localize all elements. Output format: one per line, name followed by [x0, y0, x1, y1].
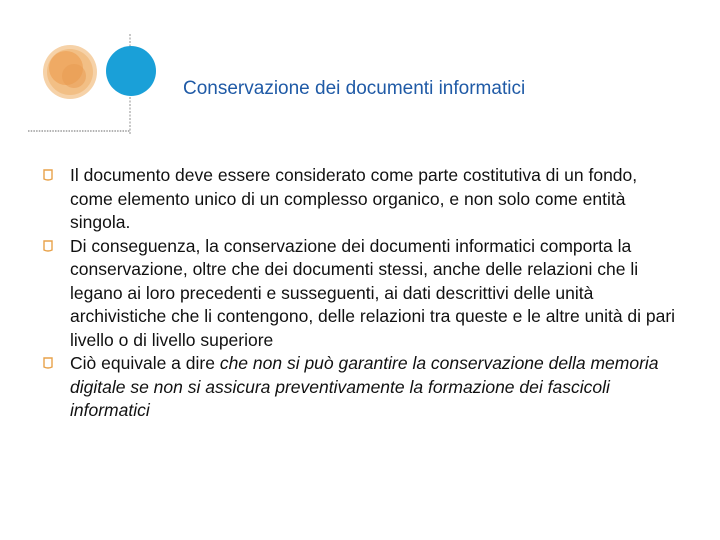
bullet-text: Di conseguenza, la conservazione dei documenti informatici comporta la conservazione, oltre che dei documenti stessi, anche delle relazioni che li legano ai loro precedenti e susseguenti, ai dati descrittivi delle unità archivistiche che li contengono, delle relazioni tra queste e le altre unità di pari livello o di livello superiore: [70, 235, 676, 350]
bullet-marker-icon: [42, 239, 54, 253]
bullet-marker-icon: [42, 356, 54, 370]
bullet-text: [70, 352, 682, 423]
bullet-item-1: [42, 164, 682, 235]
slide-title: Conservazione dei documenti informatici: [183, 78, 526, 99]
bullet-item-2: [42, 235, 682, 353]
bullet-text-italic: che non si può garantire la conservazione della memoria digitale se non si assicura preventivamente la formazione dei fascicoli informatici: [70, 353, 659, 420]
institution-logo-icon: [22, 30, 172, 140]
bullet-list: [42, 164, 682, 423]
bullet-marker-icon: [42, 168, 54, 182]
blue-circle: [106, 46, 156, 96]
bullet-text: Il documento deve essere considerato come parte costitutiva di un fondo, come elemento unico di un complesso organico, e non solo come entità singola.: [70, 165, 638, 232]
bullet-text-plain: Ciò equivale a dire: [70, 353, 220, 373]
bullet-item-3: [42, 352, 682, 423]
orange-circle: [43, 45, 97, 99]
